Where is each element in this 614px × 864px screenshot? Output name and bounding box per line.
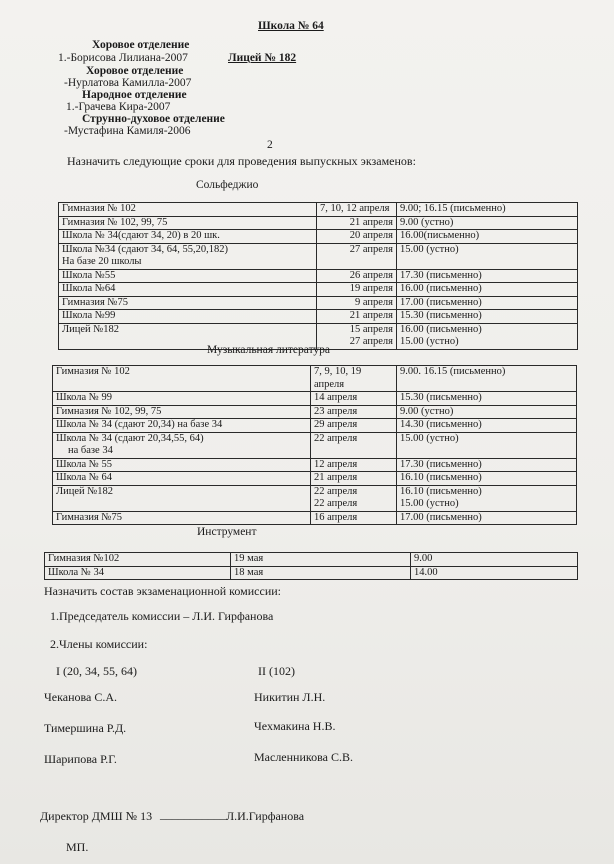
time-cell: 9.00 (устно): [397, 405, 577, 419]
table-row: [59, 203, 578, 217]
music-lit-table: [52, 365, 577, 525]
date-cell: 23 апреля: [311, 405, 397, 419]
time-cell: 16.00(письменно): [397, 230, 578, 244]
school-line: На базе 20 школы: [62, 256, 142, 267]
commission-chair: 1.Председатель комиссии – Л.И. Гирфанова: [50, 609, 274, 623]
date-line: 15 апреля: [349, 323, 393, 335]
school-cell: Гимназия № 102: [53, 366, 311, 392]
time-cell: 17.00 (письменно): [397, 296, 578, 310]
table-row: [53, 458, 577, 472]
school64-title: Школа № 64: [258, 20, 324, 32]
date-cell: 29 апреля: [311, 419, 397, 433]
table-row: [59, 310, 578, 324]
date-cell: [311, 366, 397, 392]
date-cell: 20 апреля: [317, 230, 397, 244]
school-cell: Школа № 34 (сдают 20,34) на базе 34: [53, 419, 311, 433]
director-name: Л.И.Гирфанова: [226, 809, 305, 823]
table-row: [53, 366, 577, 392]
table-row: [59, 269, 578, 283]
member-name: Чехмакина Н.В.: [254, 719, 336, 733]
school-cell: Гимназия №102: [45, 553, 231, 567]
school-cell: Лицей №182: [59, 323, 317, 349]
date-cell: 19 апреля: [317, 283, 397, 297]
time-cell: 14.00: [411, 566, 578, 580]
member-name: Тимершина Р.Д.: [44, 721, 127, 735]
instrument-title: Инструмент: [197, 526, 257, 538]
date-line: 27 апреля: [349, 336, 393, 347]
member-name: Масленникова С.В.: [254, 750, 353, 764]
table-row: [53, 392, 577, 406]
table-row: [59, 243, 578, 269]
table-row: [53, 432, 577, 458]
table-row: [53, 472, 577, 486]
student-4: -Мустафина Камиля-2006: [64, 125, 191, 137]
date-cell: [311, 485, 397, 511]
time-cell: 9.00 (устно): [397, 216, 578, 230]
school-cell: Школа № 34(сдают 34, 20) в 20 шк.: [59, 230, 317, 244]
school-cell: Лицей №182: [53, 485, 311, 511]
member-name: Чеканова С.А.: [44, 690, 118, 704]
time-cell: 14.30 (письменно): [397, 419, 577, 433]
school-cell: [53, 432, 311, 458]
date-cell: 22 апреля: [311, 432, 397, 458]
instrument-table: [44, 552, 578, 580]
commission-intro: Назначить состав экзаменационной комиссии:: [44, 584, 282, 598]
time-cell: 15.00 (устно): [397, 432, 577, 458]
time-cell: 17.30 (письменно): [397, 269, 578, 283]
time-cell: 16.00 (письменно): [397, 283, 578, 297]
time-cell: [397, 323, 578, 349]
solfeggio-title: Сольфеджио: [196, 179, 259, 191]
dept-folk: Народное отделение: [82, 89, 187, 101]
director-title: Директор ДМШ № 13: [40, 809, 153, 823]
date-cell: 21 апреля: [317, 216, 397, 230]
date-line: 22 апреля: [314, 498, 358, 509]
date-line: 22 апреля: [314, 485, 358, 497]
table-row: [53, 485, 577, 511]
school-cell: Школа № 99: [53, 392, 311, 406]
school-line: на базе 34: [68, 445, 113, 456]
time-cell: 9.00; 16.15 (письменно): [397, 203, 578, 217]
school-cell: Гимназия № 102, 99, 75: [59, 216, 317, 230]
date-cell: 26 апреля: [317, 269, 397, 283]
date-cell: 27 апреля: [317, 243, 397, 269]
date-cell: 16 апреля: [311, 511, 397, 525]
member-name: Никитин Л.Н.: [254, 690, 326, 704]
table-row: [59, 296, 578, 310]
school-cell: Школа № 34: [45, 566, 231, 580]
school-cell: Гимназия №75: [59, 296, 317, 310]
time-cell: [397, 485, 577, 511]
time-line: 16.00 (письменно): [400, 323, 482, 335]
stamp-mark: МП.: [66, 840, 89, 854]
table-row: [53, 405, 577, 419]
table-row: [45, 553, 578, 567]
group1-label: I (20, 34, 55, 64): [56, 664, 137, 678]
table-row: [59, 230, 578, 244]
lyceum182-title: Лицей № 182: [228, 52, 297, 64]
time-line: 15.00 (устно): [400, 336, 459, 347]
date-cell: 19 мая: [231, 553, 411, 567]
school-cell: Гимназия № 102: [59, 203, 317, 217]
time-cell: 9.00: [411, 553, 578, 567]
time-cell: 15.30 (письменно): [397, 392, 577, 406]
table-row: [59, 283, 578, 297]
dept-choir-2: Хоровое отделение: [86, 65, 184, 77]
school-line: Школа №34 (сдают 34, 64, 55,20,182): [62, 243, 229, 255]
member-name: Шарипова Р.Г.: [44, 752, 117, 766]
school-cell: Школа №55: [59, 269, 317, 283]
school-cell: Школа №99: [59, 310, 317, 324]
date-cell: 21 апреля: [317, 310, 397, 324]
date-cell: 21 апреля: [311, 472, 397, 486]
commission-members-label: 2.Члены комиссии:: [50, 637, 148, 651]
student-1: 1.-Борисова Лилиана-2007: [58, 52, 188, 64]
school-cell: Школа №64: [59, 283, 317, 297]
school-cell: [59, 243, 317, 269]
time-cell: 17.30 (письменно): [397, 458, 577, 472]
time-cell: 9.00. 16.15 (письменно): [397, 366, 577, 392]
table-row: [53, 511, 577, 525]
intro-text: Назначить следующие сроки для проведения выпускных экзаменов:: [67, 154, 416, 168]
signature-line: ___________: [160, 807, 226, 821]
time-cell: 16.10 (письменно): [397, 472, 577, 486]
date-cell: 12 апреля: [311, 458, 397, 472]
school-cell: Школа № 55: [53, 458, 311, 472]
school-cell: Школа № 64: [53, 472, 311, 486]
group2-label: II (102): [258, 664, 295, 678]
music-lit-title: Музыкальная литература: [207, 344, 331, 356]
time-cell: 17.00 (письменно): [397, 511, 577, 525]
page-number: 2: [267, 139, 273, 151]
table-row: [53, 419, 577, 433]
school-line: Школа № 34 (сдают 20,34,55, 64): [56, 432, 204, 444]
date-cell: 7, 10, 12 апреля: [317, 203, 397, 217]
date-cell: 9 апреля: [317, 296, 397, 310]
time-cell: 15.30 (письменно): [397, 310, 578, 324]
dept-strings: Струнно-духовое отделение: [82, 113, 225, 125]
date-line: апреля: [314, 378, 345, 390]
time-line: 16.10 (письменно): [400, 485, 482, 497]
time-line: 15.00 (устно): [400, 498, 459, 509]
table-row: [59, 216, 578, 230]
student-3: 1.-Грачева Кира-2007: [66, 101, 171, 113]
date-cell: 18 мая: [231, 566, 411, 580]
table-row: [45, 566, 578, 580]
solfeggio-table: [58, 202, 578, 350]
dept-choir-1: Хоровое отделение: [92, 39, 190, 51]
time-cell: 15.00 (устно): [397, 243, 578, 269]
school-cell: Гимназия №75: [53, 511, 311, 525]
school-cell: Гимназия № 102, 99, 75: [53, 405, 311, 419]
student-2: -Нурлатова Камилла-2007: [64, 77, 192, 89]
date-cell: 14 апреля: [311, 392, 397, 406]
date-line: 7, 9, 10, 19: [314, 366, 362, 377]
